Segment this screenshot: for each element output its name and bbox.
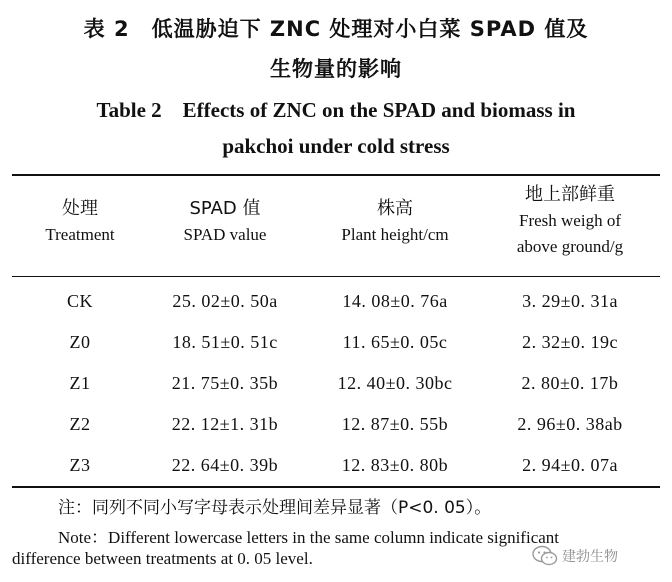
header-treatment <box>20 196 140 248</box>
table-row <box>0 281 672 321</box>
header-fresh-weight <box>480 182 660 260</box>
cell-plant-height: 11. 65±0. 05c <box>342 332 448 352</box>
table-bottom-rule <box>12 486 660 488</box>
cell-fresh-weight: 2. 96±0. 38ab <box>517 414 623 434</box>
cell-spad: 18. 51±0. 51c <box>172 332 278 352</box>
header-fresh-weight-en1: Fresh weigh of <box>519 211 621 230</box>
table-note-en-line1: Note：Different lowercase letters in the same column indicate significant <box>58 528 560 547</box>
header-plant-height-en: Plant height/cm <box>341 225 449 244</box>
header-plant-height <box>310 196 480 248</box>
watermark-label: 建勃生物 <box>562 549 618 565</box>
table-note-cn: 注：同列不同小写字母表示处理间差异显著（P<0. 05）。 <box>58 498 492 518</box>
header-spad-cn: SPAD 值 <box>189 198 261 219</box>
table-title-en-line2: pakchoi under cold stress <box>222 134 450 158</box>
watermark <box>532 541 668 571</box>
table-row <box>0 404 672 444</box>
cell-spad: 25. 02±0. 50a <box>172 291 278 311</box>
header-treatment-en: Treatment <box>45 225 115 244</box>
header-spad <box>140 196 310 248</box>
header-spad-en: SPAD value <box>183 225 267 244</box>
cell-treatment: Z0 <box>69 332 91 352</box>
header-plant-height-cn: 株高 <box>377 198 413 219</box>
table-row <box>0 363 672 403</box>
table-row <box>0 322 672 362</box>
table-mid-rule <box>12 276 660 277</box>
table-title-en-line1: Table 2 Effects of ZNC on the SPAD and biomass in <box>96 98 576 122</box>
table-title-cn-line1: 表 2 低温胁迫下 ZNC 处理对小白菜 SPAD 值及 <box>83 17 589 41</box>
header-treatment-cn: 处理 <box>62 198 98 219</box>
cell-treatment: CK <box>66 291 93 311</box>
wechat-icon <box>532 545 558 567</box>
cell-spad: 22. 12±1. 31b <box>171 414 279 434</box>
header-fresh-weight-cn: 地上部鲜重 <box>525 184 615 205</box>
cell-plant-height: 14. 08±0. 76a <box>342 291 448 311</box>
table-row <box>0 445 672 485</box>
table-note-en-line2: difference between treatments at 0. 05 level. <box>12 549 313 568</box>
cell-plant-height: 12. 87±0. 55b <box>341 414 449 434</box>
table-top-rule <box>12 174 660 176</box>
header-fresh-weight-en2: above ground/g <box>516 237 624 256</box>
cell-treatment: Z2 <box>69 414 91 434</box>
cell-plant-height: 12. 40±0. 30bc <box>337 373 453 393</box>
cell-plant-height: 12. 83±0. 80b <box>341 455 449 475</box>
cell-fresh-weight: 3. 29±0. 31a <box>522 291 618 311</box>
cell-spad: 22. 64±0. 39b <box>171 455 279 475</box>
cell-treatment: Z1 <box>69 373 91 393</box>
cell-fresh-weight: 2. 32±0. 19c <box>522 332 618 352</box>
table-title-cn-line2: 生物量的影响 <box>270 57 402 81</box>
cell-fresh-weight: 2. 80±0. 17b <box>521 373 619 393</box>
cell-fresh-weight: 2. 94±0. 07a <box>522 455 618 475</box>
cell-treatment: Z3 <box>69 455 91 475</box>
cell-spad: 21. 75±0. 35b <box>171 373 279 393</box>
